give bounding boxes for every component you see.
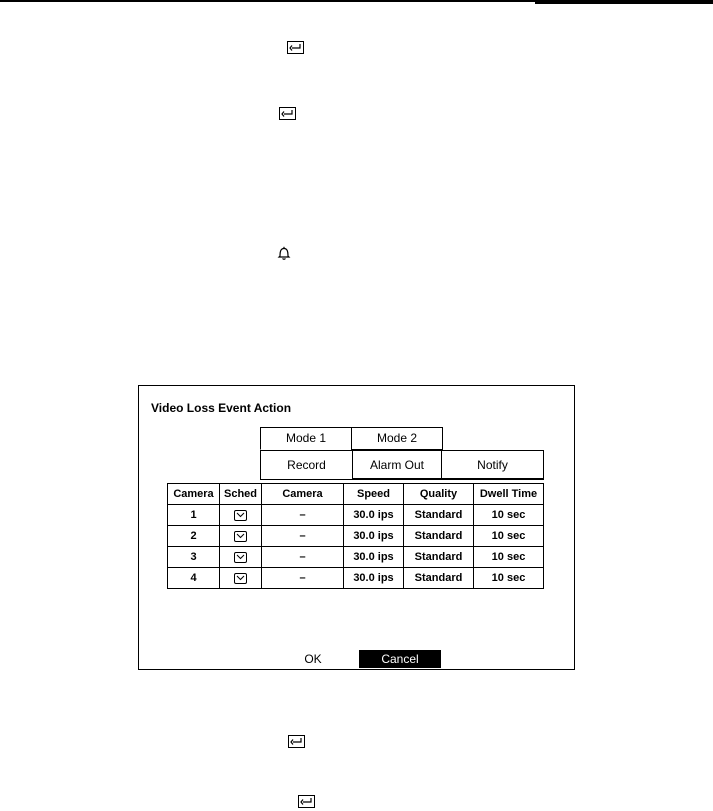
- table-header-row: [168, 484, 544, 505]
- schedule-cell[interactable]: [220, 547, 262, 568]
- enter-key-icon: [279, 107, 296, 120]
- subtab-record[interactable]: Record: [287, 458, 326, 472]
- schedule-cell[interactable]: [220, 568, 262, 589]
- dialog-title: Video Loss Event Action: [151, 401, 292, 415]
- quality-cell[interactable]: Standard: [404, 526, 474, 547]
- schedule-icon[interactable]: [234, 510, 247, 521]
- enter-key-icon: [287, 41, 304, 54]
- table-row: [168, 505, 544, 526]
- target-camera-cell[interactable]: –: [262, 526, 344, 547]
- table-row: [168, 526, 544, 547]
- bell-icon: [276, 245, 292, 261]
- column-header-quality: Quality: [404, 484, 474, 505]
- table-row: [168, 568, 544, 589]
- page-top-rule-accent: [535, 2, 713, 4]
- dwell-time-cell[interactable]: 10 sec: [474, 568, 544, 589]
- speed-cell[interactable]: 30.0 ips: [344, 547, 404, 568]
- dwell-time-cell[interactable]: 10 sec: [474, 547, 544, 568]
- schedule-icon[interactable]: [234, 531, 247, 542]
- speed-cell[interactable]: 30.0 ips: [344, 568, 404, 589]
- record-settings-table: [167, 483, 544, 589]
- ok-button[interactable]: OK: [281, 650, 345, 668]
- subtab-notify[interactable]: Notify: [442, 451, 543, 479]
- camera-number: 3: [168, 547, 220, 568]
- subtab-bar: [260, 450, 544, 480]
- camera-number: 4: [168, 568, 220, 589]
- column-header-target-camera: Camera: [262, 484, 344, 505]
- tab-mode-1[interactable]: Mode 1: [260, 427, 352, 450]
- camera-number: 2: [168, 526, 220, 547]
- camera-number: 1: [168, 505, 220, 526]
- target-camera-cell[interactable]: –: [262, 568, 344, 589]
- column-header-sched: Sched: [220, 484, 262, 505]
- target-camera-cell[interactable]: –: [262, 547, 344, 568]
- enter-key-icon: [288, 735, 305, 748]
- schedule-icon[interactable]: [234, 573, 247, 584]
- subtab-alarm-out[interactable]: Alarm Out: [352, 451, 442, 479]
- dwell-time-cell[interactable]: 10 sec: [474, 526, 544, 547]
- column-header-speed: Speed: [344, 484, 404, 505]
- column-header-camera: Camera: [168, 484, 220, 505]
- schedule-icon[interactable]: [234, 552, 247, 563]
- dwell-time-cell[interactable]: 10 sec: [474, 505, 544, 526]
- cancel-button[interactable]: Cancel: [359, 650, 441, 668]
- quality-cell[interactable]: Standard: [404, 568, 474, 589]
- tab-mode-2[interactable]: Mode 2: [351, 427, 443, 450]
- quality-cell[interactable]: Standard: [404, 547, 474, 568]
- quality-cell[interactable]: Standard: [404, 505, 474, 526]
- column-header-dwell-time: Dwell Time: [474, 484, 544, 505]
- speed-cell[interactable]: 30.0 ips: [344, 505, 404, 526]
- schedule-cell[interactable]: [220, 526, 262, 547]
- target-camera-cell[interactable]: –: [262, 505, 344, 526]
- speed-cell[interactable]: 30.0 ips: [344, 526, 404, 547]
- video-loss-event-action-dialog: [138, 385, 575, 670]
- enter-key-icon: [298, 795, 315, 808]
- schedule-cell[interactable]: [220, 505, 262, 526]
- table-row: [168, 547, 544, 568]
